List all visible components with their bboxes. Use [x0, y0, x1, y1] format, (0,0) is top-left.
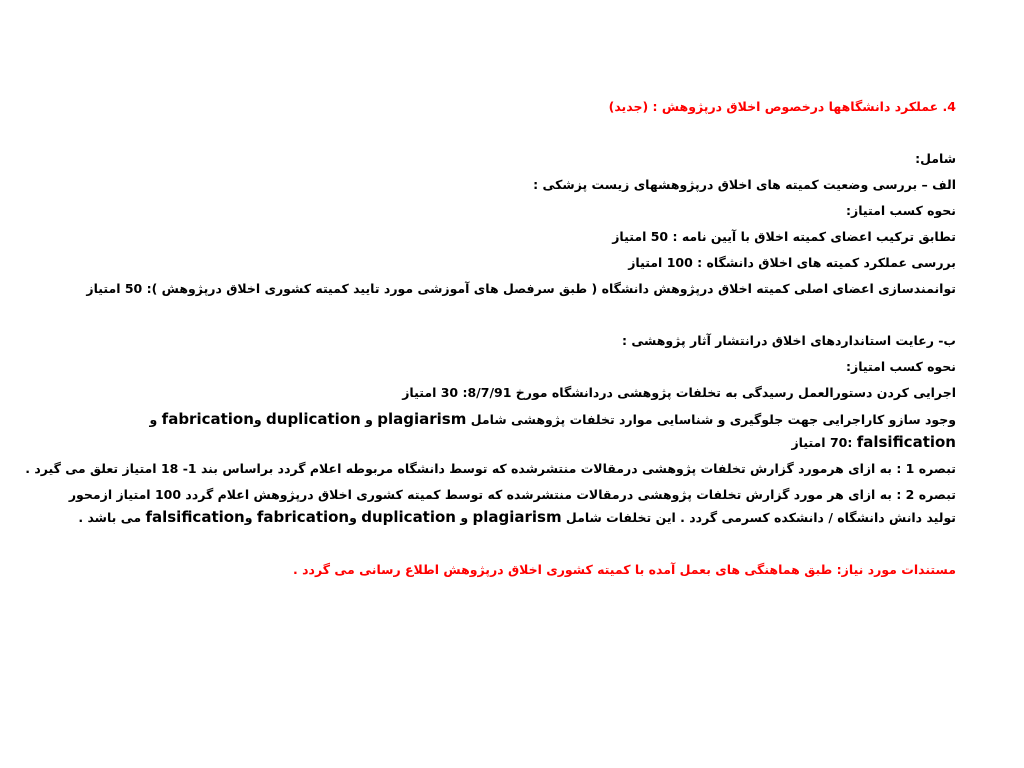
part-alef-heading: الف – بررسی وضعیت کمیته های اخلاق درپژوهشهای زیست پزشکی : [533, 177, 956, 192]
term-fabrication: fabrication [161, 410, 254, 428]
term-plagiarism: plagiarism [472, 508, 562, 526]
part-be-heading: ب- رعایت استانداردهای اخلاق درانتشار آثار پژوهشی : [622, 333, 956, 348]
spacer [60, 120, 956, 146]
term-duplication: duplication [266, 410, 361, 428]
required-documents: مستندات مورد نیاز: طبق هماهنگی های بعمل آمده با کمیته کشوری اخلاق درپژوهش اطلاع رسانی می گردد . [293, 562, 956, 577]
part-be-item-2: وجود سازو کاراجرایی جهت جلوگیری و شناسایی موارد تخلفات پژوهشی شامل plagiarism و duplication وfabrication و falsification :70 امتیاز [149, 410, 956, 451]
includes-label: شامل: [915, 151, 956, 166]
part-alef-scoring-label: نحوه کسب امتیاز: [846, 203, 956, 218]
section-title: 4. عملکرد دانشگاهها درخصوص اخلاق درپژوهش : (جدید) [608, 99, 956, 114]
part-alef-item-3: توانمندسازی اعضای اصلی کمیته اخلاق درپژوهش دانشگاه ( طبق سرفصل های آموزشی مورد تایید کمیته کشوری اخلاق درپژوهش ): 50 امتیاز [86, 281, 956, 296]
part-be-item-1: اجرایی کردن دستورالعمل رسیدگی به تخلفات پژوهشی دردانشگاه مورخ 8/7/91: 30 امتیاز [402, 385, 956, 400]
term-falsification: falsification [145, 508, 245, 526]
slide-content [25, 94, 956, 583]
note-1: تبصره 1 : به ازای هرمورد گزارش تخلفات پژوهشی درمقالات منتشرشده که توسط دانشگاه مربوطه اعلام گردد براساس بند 1- 18 امتیاز تعلق می گیرد . [25, 461, 956, 476]
spacer [60, 302, 956, 328]
term-fabrication: fabrication [256, 508, 350, 526]
spacer [60, 531, 956, 557]
part-alef-item-1: تطابق ترکیب اعضای کمیته اخلاق با آیین نامه : 50 امتیاز [612, 229, 956, 244]
term-plagiarism: plagiarism [377, 410, 467, 428]
part-be-scoring-label: نحوه کسب امتیاز: [846, 359, 956, 374]
term-falsification: falsification [856, 433, 956, 451]
term-duplication: duplication [361, 508, 456, 526]
part-alef-item-2: بررسی عملکرد کمیته های اخلاق دانشگاه : 100 امتیاز [628, 255, 956, 270]
note-2: تبصره 2 : به ازای هر مورد گزارش تخلفات پژوهشی درمقالات منتشرشده که توسط کمیته کشوری اخلاق درپژوهش اعلام گردد 100 امتیاز ازمحور تولید دانش دانشگاه / دانشکده کسرمی گردد . این تخلفات شامل plagiarism و duplication وfabrication وfalsification می باشد . [68, 487, 956, 526]
